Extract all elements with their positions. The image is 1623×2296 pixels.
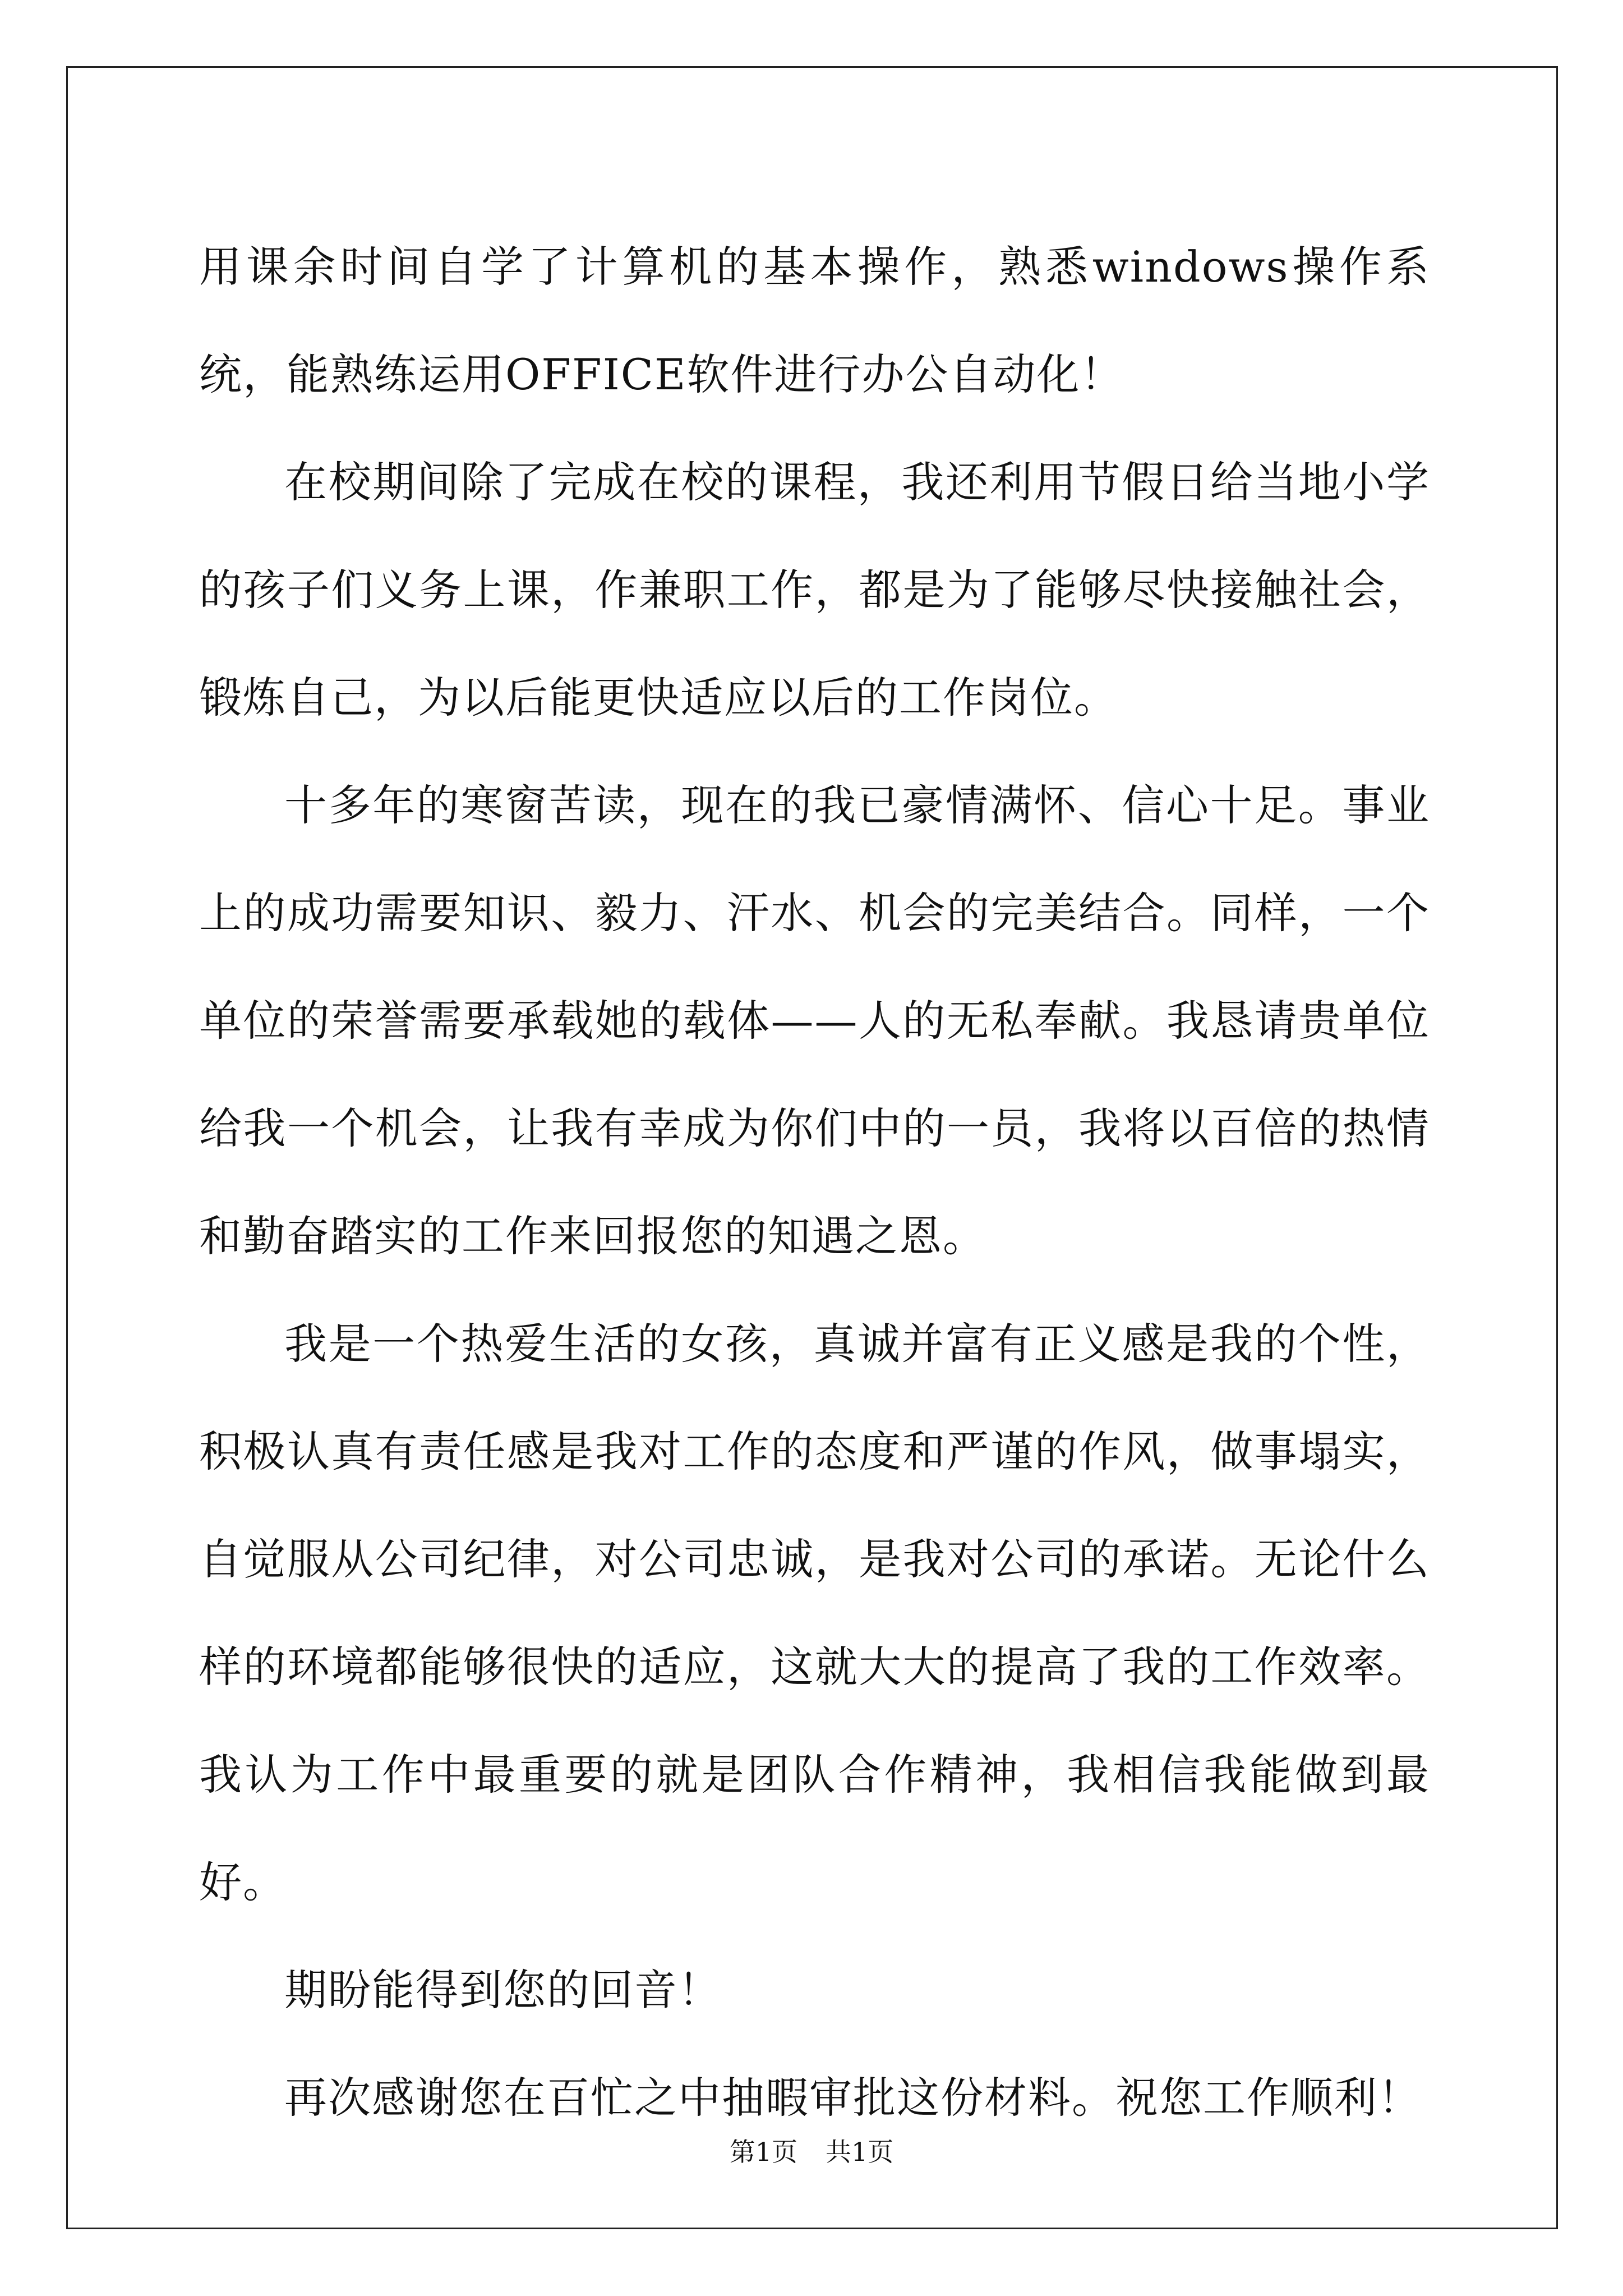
paragraph-1: 用课余时间自学了计算机的基本操作，熟悉windows操作系统，能熟练运用OFFICE软件进行办公自动化！ [199, 242, 1430, 399]
paragraph-5: 期盼能得到您的回音！ [284, 1965, 722, 2015]
paragraph-2: 在校期间除了完成在校的课程，我还利用节假日给当地小学的孩子们义务上课，作兼职工作，都是为了能够尽快接触社会，锻炼自己，为以后能更快适应以后的工作岗位。 [199, 457, 1430, 723]
page-footer [0, 2135, 1623, 2169]
paragraph-4: 我是一个热爱生活的女孩，真诚并富有正义感是我的个性，积极认真有责任感是我对工作的态度和严谨的作风，做事塌实，自觉服从公司纪律，对公司忠诚，是我对公司的承诺。无论什么样的环境都能够很快的适应，这就大大的提高了我的工作效率。我认为工作中最重要的就是团队合作精神，我相信我能做到最好。 [199, 1319, 1430, 1907]
paragraph-6: 再次感谢您在百忙之中抽暇审批这份材料。祝您工作顺利！ [284, 2073, 1422, 2123]
document-body [199, 213, 1430, 2152]
page-number-current: 第1页 [729, 2137, 797, 2167]
page-number-total: 共1页 [826, 2137, 894, 2167]
paragraph-3: 十多年的寒窗苦读，现在的我已豪情满怀、信心十足。事业上的成功需要知识、毅力、汗水、机会的完美结合。同样，一个单位的荣誉需要承载她的载体——人的无私奉献。我恳请贵单位给我一个机会，让我有幸成为你们中的一员，我将以百倍的热情和勤奋踏实的工作来回报您的知遇之恩。 [199, 780, 1430, 1261]
